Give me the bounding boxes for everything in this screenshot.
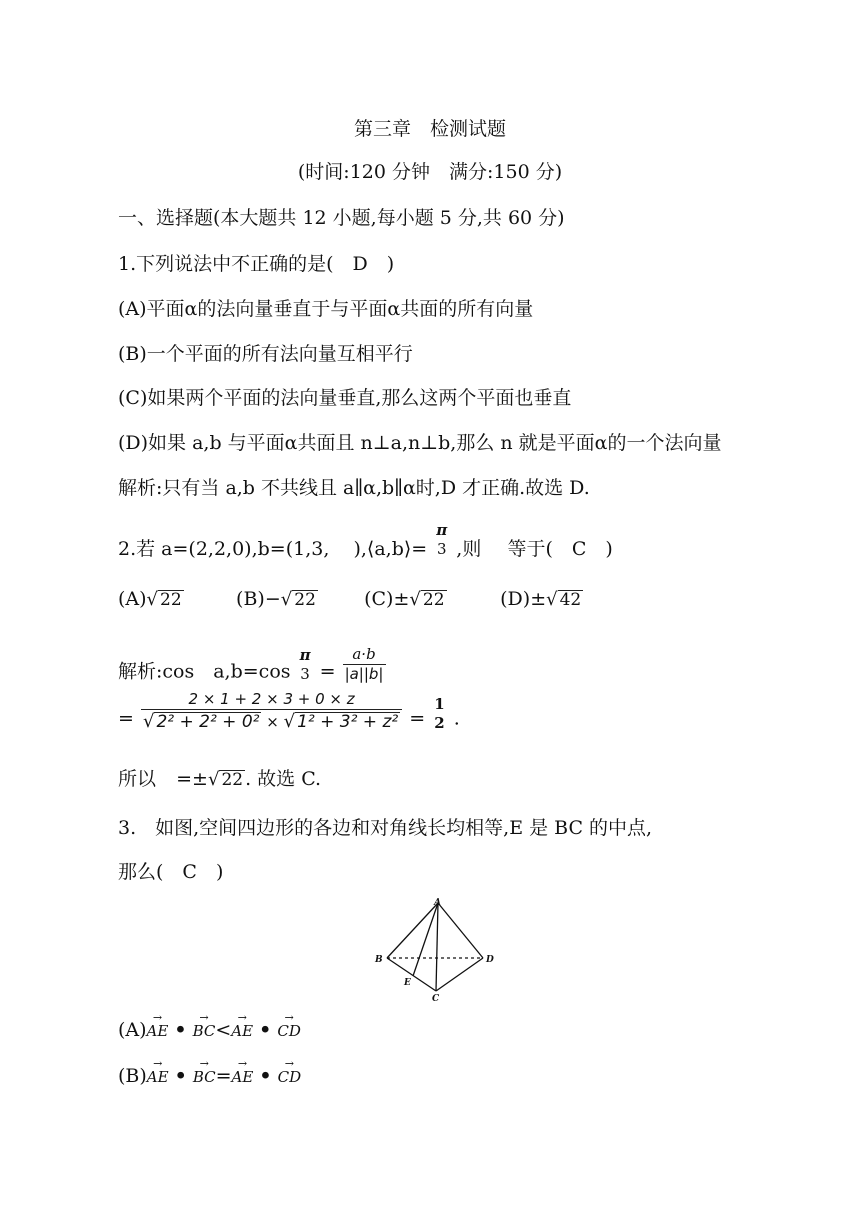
label-c: C bbox=[432, 994, 440, 1004]
q1-analysis: 解析:只有当 a,b 不共线且 a∥α,b∥α时,D 才正确.故选 D. bbox=[118, 477, 590, 499]
q1-option-c: (C)如果两个平面的法向量垂直,那么这两个平面也垂直 bbox=[118, 387, 572, 409]
q1-option-d: (D)如果 a,b 与平面α共面且 n⊥a,n⊥b,那么 n 就是平面α的一个法向量 bbox=[118, 432, 722, 454]
q3-option-b: (B)→ AE • → BC=→ AE • → CD bbox=[118, 1064, 301, 1089]
q2-conclusion: 所以 =±√ 22 . 故选 C. bbox=[118, 768, 322, 790]
q2-stem-part-c: ,则 bbox=[456, 538, 482, 560]
q3-stem-line1: 3. 如图,空间四边形的各边和对角线长均相等,E 是 BC 的中点, bbox=[118, 817, 653, 839]
q3-stem-line2: 那么( C ) bbox=[118, 861, 224, 883]
dot-product-fraction: $\frac{a\cdot b}{|a||b|}$ bbox=[344, 645, 384, 683]
page-title: 第三章 检测试题 bbox=[353, 118, 506, 140]
q2-analysis-line2: = $\frac{2 \times 1 + 2 \times 3 + 0 \times z}{\text{√ 2² + 2² + 0² × √ 1² + 3² + z²}}$ = 1 2 . bbox=[118, 690, 460, 732]
label-d: D bbox=[486, 955, 494, 965]
pi-symbol: π bbox=[436, 521, 448, 539]
edge-cd bbox=[436, 958, 483, 991]
q1-option-a: (A)平面α的法向量垂直于与平面α共面的所有向量 bbox=[118, 298, 534, 320]
q2-option-b: (B)−√ 22 bbox=[236, 588, 316, 610]
q1-option-b: (B)一个平面的所有法向量互相平行 bbox=[118, 343, 413, 365]
q2-analysis-line1: 解析:cos a,b=cos π 3 = $\frac{a\cdot b}{|a||b|}$ bbox=[118, 645, 384, 683]
cosine-big-fraction: $\frac{2 \times 1 + 2 \times 3 + 0 \times z}{\text{√ 2² + 2² + 0² × √ 1² + 3² + z²}}$ bbox=[141, 692, 402, 731]
one-half-fraction: 1 2 bbox=[434, 694, 445, 732]
label-b: B bbox=[375, 955, 383, 965]
page-subtitle: (时间:120 分钟 满分:150 分) bbox=[297, 161, 563, 183]
edge-ab bbox=[387, 903, 438, 958]
section-heading: 一、选择题(本大题共 12 小题,每小题 5 分,共 60 分) bbox=[118, 207, 565, 229]
analysis-prefix: 解析:cos a,b=cos bbox=[118, 660, 291, 683]
edge-ad bbox=[438, 903, 483, 958]
q1-stem: 1.下列说法中不正确的是( D ) bbox=[118, 253, 395, 275]
tetrahedron-figure bbox=[370, 895, 500, 1005]
q2-stem-part-a: 2.若 a=(2,2,0),b=(1,3, bbox=[118, 538, 330, 560]
q2-option-c: (C)±√ 22 bbox=[364, 588, 445, 610]
q2-option-d: (D)±√ 42 bbox=[500, 588, 582, 610]
q2-stem-part-b: ),⟨a,b⟩= bbox=[353, 538, 428, 560]
label-e: E bbox=[404, 978, 411, 988]
q3-option-a: (A)→ AE • → BC<→ AE • → CD bbox=[118, 1018, 301, 1043]
q2-options bbox=[118, 587, 583, 612]
q2-stem-part-d: 等于( C ) bbox=[507, 538, 613, 560]
pi-over-three bbox=[434, 523, 449, 557]
edge-ac bbox=[436, 903, 438, 991]
pi-over-three-2: π 3 bbox=[299, 645, 311, 683]
segment-ae bbox=[413, 903, 438, 976]
q2-option-a: (A)√ 22 bbox=[118, 588, 182, 610]
edge-bc bbox=[387, 958, 436, 991]
denominator-three: 3 bbox=[436, 540, 447, 558]
label-a: A bbox=[434, 898, 441, 908]
q2-stem bbox=[118, 521, 613, 567]
